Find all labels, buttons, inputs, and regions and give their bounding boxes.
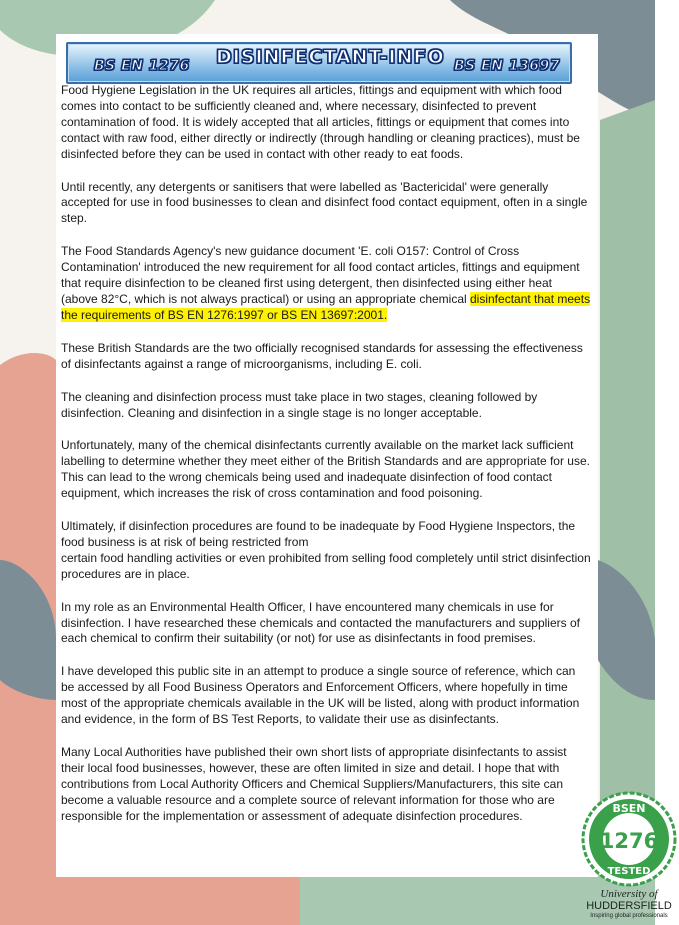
paragraph-fsa-guidance — [61, 244, 591, 324]
inspectors-line-1: Ultimately, if disinfection procedures are found to be inadequate by Food Hygiene Inspectors, the food business is at risk of being restricted from — [61, 519, 576, 549]
paragraph-labelling: Unfortunately, many of the chemical disinfectants currently available on the market lack sufficient labelling to determine whether they meet either of the British Standards and are appropriate for use. This can lead to the wrong chemicals being used and inadequate disinfection of food contact equipment, which increases the risk of cross contamination and food poisoning. — [61, 438, 590, 501]
highlighted-requirement: disinfectant that meets the requirements of BS EN 1276:1997 or BS EN 13697:2001. — [61, 291, 591, 322]
paragraph-legislation: Food Hygiene Legislation in the UK requires all articles, fittings and equipment with which food comes into contact to be sufficiently cleaned and, where necessary, disinfected to prevent contamination of food. It is widely accepted that all articles, fittings or equipment that comes into contact with raw food, either directly or indirectly (through handling or cleaning practices), must be disinfected before they can be used in contact with other ready to eat foods. — [61, 83, 580, 161]
seal-bottom-text: TESTED — [607, 866, 651, 877]
banner-title: DISINFECTANT-INFO — [216, 46, 445, 68]
paragraph-bactericidal: Until recently, any detergents or sanitisers that were labelled as 'Bactericidal' were generally accepted for use in food businesses to clean and disinfect food contact equipment, often in a single step. — [61, 179, 588, 226]
seal-number: 1276 — [599, 829, 659, 853]
paragraph-inspectors — [61, 519, 591, 583]
header-banner — [66, 42, 572, 84]
university-tagline: Inspiring global professionals — [590, 913, 668, 919]
university-line-2: HUDDERSFIELD — [586, 900, 672, 912]
paragraph-two-stages: The cleaning and disinfection process must take place in two stages, cleaning followed by disinfection. Cleaning and disinfection in a single stage is no longer acceptable. — [61, 389, 538, 420]
fsa-text: The Food Standards Agency's new guidance document 'E. coli O157: Control of Cross Contamination' introduced the new requirement for all food contact articles, fittings and equipment that require disinfection to be cleaned first using detergent, then disinfected using either heat (above 82°C, which is not always practical) or using an appropriate chemical — [61, 244, 580, 306]
inspectors-line-2: certain food handling activities or even prohibited from selling food completely until strict disinfection procedures are in place. — [61, 550, 591, 581]
bsen-1276-tested-seal — [580, 790, 678, 925]
banner-left-label: BS EN 1276 — [94, 58, 190, 74]
seal-top-text: BSEN — [612, 802, 646, 815]
banner-right-label: BS EN 13697 — [454, 58, 560, 74]
paragraph-ehr-role: In my role as an Environmental Health Officer, I have encountered many chemicals in use for disinfection. I have researched these chemicals and contacted the manufacturers and suppliers of each chemical to confirm their suitability (or not) for use as disinfectants in food premises. — [61, 599, 580, 646]
university-line-1: University of — [600, 888, 658, 900]
paragraph-british-standards: These British Standards are the two officially recognised standards for assessing the effectiveness of disinfectants against a range of microorganisms, including E. coli. — [61, 340, 583, 371]
paragraph-public-site: I have developed this public site in an attempt to produce a single source of reference, which can be accessed by all Food Business Operators and Enforcement Officers, where hopefully in time most of the appropriate chemicals available in the UK will be listed, along with product information and evidence, in the form of BS Test Reports, to validate their use as disinfectants. — [61, 664, 580, 727]
seal-badge-icon — [580, 790, 678, 888]
article-body — [61, 83, 591, 842]
paragraph-local-authorities: Many Local Authorities have published their own short lists of appropriate disinfectants to assist their local food businesses, however, these are often limited in size and detail. I hope that with contributions from Local Authority Officers and Chemical Suppliers/Manufacturers, this site can become a valuable resource and a complete source of relevant information for those who are responsible for the implementation or assessment of adequate disinfection procedures. — [61, 745, 567, 823]
